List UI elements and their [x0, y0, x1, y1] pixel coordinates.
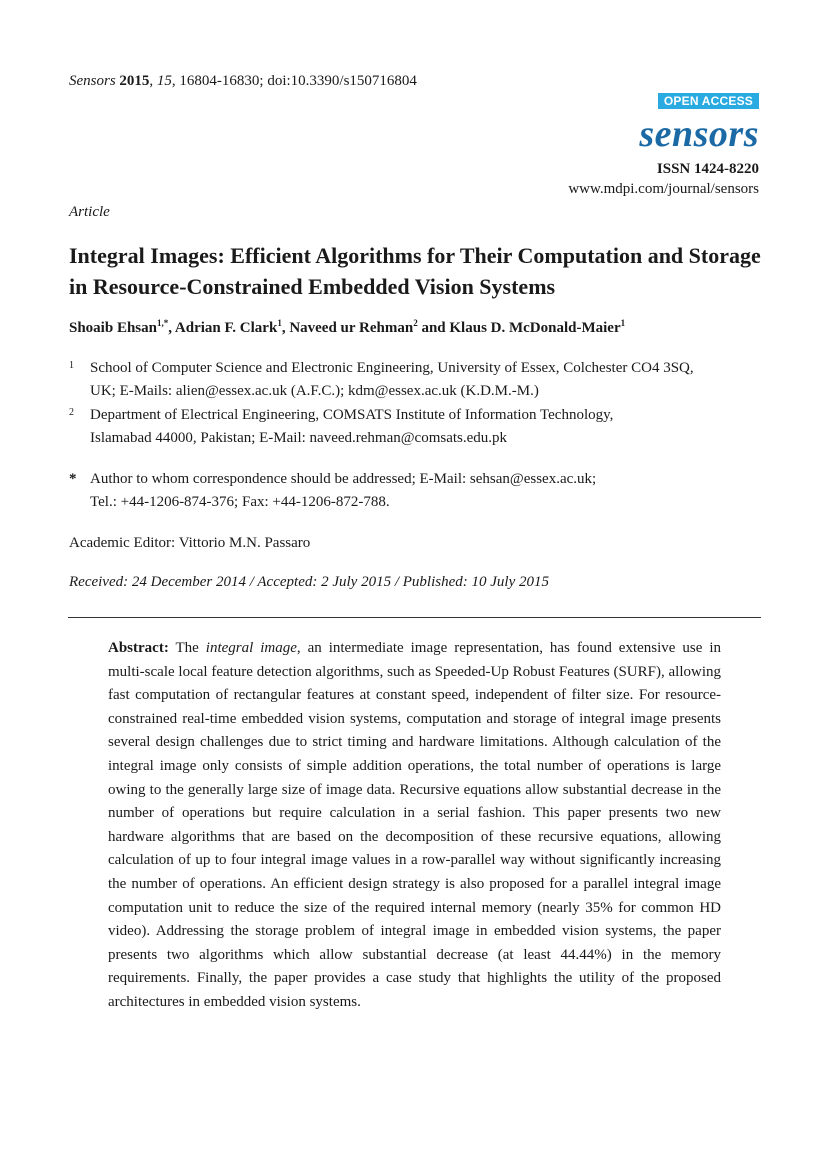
affiliation-line: Department of Electrical Engineering, COMSATS Institute of Information Technology, — [90, 407, 614, 423]
abstract-lead: The — [175, 640, 199, 656]
correspondence-mark: * — [69, 471, 77, 487]
open-access-badge: OPEN ACCESS — [658, 93, 759, 109]
paper-title: Integral Images: Efficient Algorithms for Their Computation and Storage in Resource-Constrained Embedded Vision Systems — [69, 243, 761, 299]
author-affiliation-mark: 1,* — [156, 318, 169, 328]
author-separator: , — [168, 320, 175, 336]
affiliation-number: 1 — [69, 360, 74, 371]
author-name: Naveed ur Rehman — [289, 320, 414, 336]
author-affiliation-mark: 2 — [413, 318, 418, 328]
author-list — [69, 318, 625, 337]
pages-doi: 16804-16830; doi:10.3390/s150716804 — [179, 73, 417, 89]
journal-name: Sensors — [69, 73, 116, 89]
abstract-label: Abstract: — [108, 640, 169, 656]
academic-editor: Academic Editor: Vittorio M.N. Passaro — [69, 535, 311, 551]
author-affiliation-mark: 1 — [277, 318, 282, 328]
affiliation-line: UK; E-Mails: alien@essex.ac.uk (A.F.C.); kdm@essex.ac.uk (K.D.M.-M.) — [90, 383, 539, 399]
section-divider — [68, 617, 761, 618]
publication-dates: Received: 24 December 2014 / Accepted: 2 July 2015 / Published: 10 July 2015 — [69, 574, 549, 590]
affiliation-2 — [69, 404, 759, 450]
journal-volume: 15 — [156, 73, 172, 89]
abstract-body: , an intermediate image representation, has found extensive use in multi-scale local feature detection algorithms, such as Speeded-Up Robust Features (SURF), allowing fast computation of rectangular features at constant speed, independent of filter size. For resource-constrained real-time embedded vision systems, computation and storage of integral image presents several design challenges due to strict timing and hardware limitations. Although calculation of the integral image only consists of simple addition operations, the total number of operations is large owing to the generally large size of image data. Recursive equations allow substantial decrease in the number of operations but require calculation in a serial fashion. This paper presents two new hardware algorithms that are based on the decomposition of these recursive equations, allowing calculation of up to four integral image values in a row-parallel way without significantly increasing the number of operations. An efficient design strategy is also proposed for a parallel integral image computation unit to reduce the size of the required internal memory (nearly 35% for common HD video). Addressing the storage problem of integral image in embedded vision systems, the paper presents two algorithms which allow substantial decrease (at least 44.44%) in the memory requirements. Finally, the paper provides a case study that highlights the utility of the proposed architectures in embedded vision systems. — [108, 640, 722, 1010]
journal-year: 2015 — [119, 73, 150, 89]
journal-url: www.mdpi.com/journal/sensors — [568, 181, 759, 197]
author-separator: and — [417, 320, 450, 336]
author-name: Shoaib Ehsan — [69, 320, 157, 336]
correspondence-line: Tel.: +44-1206-874-376; Fax: +44-1206-872-788. — [90, 494, 390, 510]
affiliation-1 — [69, 357, 759, 403]
author-affiliation-mark: 1 — [620, 318, 626, 328]
journal-logo: sensors — [639, 113, 759, 155]
affiliation-line: School of Computer Science and Electronic Engineering, University of Essex, Colchester CO4 3SQ, — [90, 360, 694, 376]
correspondence — [69, 468, 759, 514]
author-name: Adrian F. Clark — [174, 320, 278, 336]
author-separator: , — [281, 320, 290, 336]
abstract-term: integral image — [205, 640, 297, 656]
issn: ISSN 1424-8220 — [656, 161, 759, 177]
affiliation-number: 2 — [69, 407, 74, 418]
citation-line: Sensors 2015, 15, 16804-16830; doi:10.3390/s150716804 — [69, 73, 417, 89]
affiliation-line: Islamabad 44000, Pakistan; E-Mail: naveed.rehman@comsats.edu.pk — [90, 430, 508, 446]
correspondence-line: Author to whom correspondence should be addressed; E-Mail: sehsan@essex.ac.uk; — [90, 471, 597, 487]
author-name: Klaus D. McDonald-Maier — [449, 320, 621, 336]
article-type: Article — [69, 204, 110, 220]
abstract — [108, 637, 721, 1015]
